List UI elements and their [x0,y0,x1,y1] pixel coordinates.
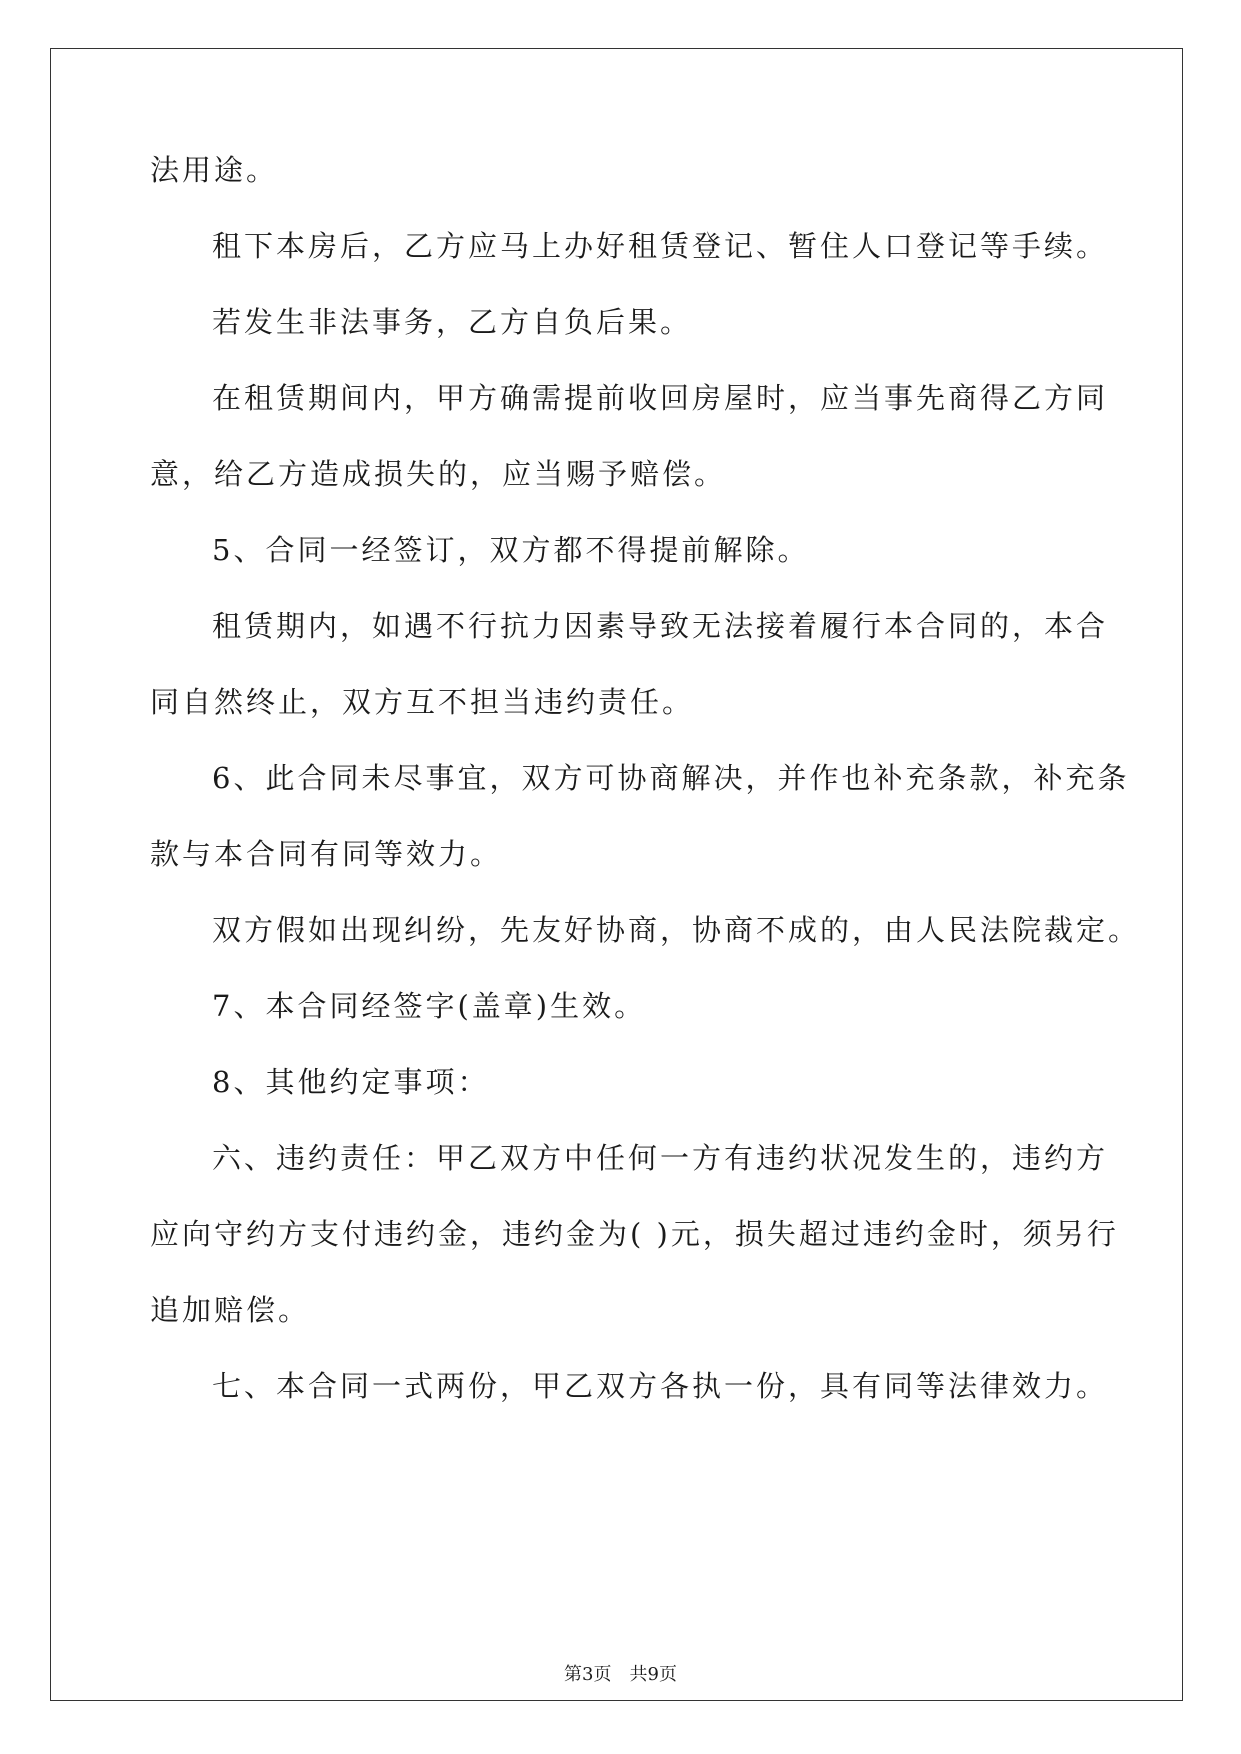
text-line: 意，给乙方造成损失的，应当赐予赔偿。 [150,457,727,491]
text-line: 7、本合同经签字(盖章)生效。 [212,989,647,1023]
text-line: 应向守约方支付违约金，违约金为( )元，损失超过违约金时，须另行 [150,1217,1119,1251]
text-line: 款与本合同有同等效力。 [150,837,503,871]
page-border [50,48,1183,1701]
text-line: 七、本合同一式两份，甲乙双方各执一份，具有同等法律效力。 [212,1369,1109,1403]
text-line: 6、此合同未尽事宜，双方可协商解决，并作也补充条款，补充条 [212,761,1130,795]
text-line: 租赁期内，如遇不行抗力因素导致无法接着履行本合同的，本合 [212,609,1109,643]
text-line: 在租赁期间内，甲方确需提前收回房屋时，应当事先商得乙方同 [212,381,1109,415]
text-line: 同自然终止，双方互不担当违约责任。 [150,685,695,719]
page-number: 第3页 [564,1664,612,1685]
page-footer [0,1664,1241,1686]
text-line: 法用途。 [150,153,279,187]
text-line: 若发生非法事务，乙方自负后果。 [212,305,693,339]
text-line: 5、合同一经签订，双方都不得提前解除。 [212,533,810,567]
page-total: 共9页 [629,1664,677,1685]
text-line: 六、违约责任：甲乙双方中任何一方有违约状况发生的，违约方 [212,1141,1109,1175]
text-line: 租下本房后，乙方应马上办好租赁登记、暂住人口登记等手续。 [212,229,1109,263]
text-line: 追加赔偿。 [150,1293,311,1327]
text-line: 双方假如出现纠纷，先友好协商，协商不成的，由人民法院裁定。 [212,913,1141,947]
text-line: 8、其他约定事项： [212,1065,490,1099]
